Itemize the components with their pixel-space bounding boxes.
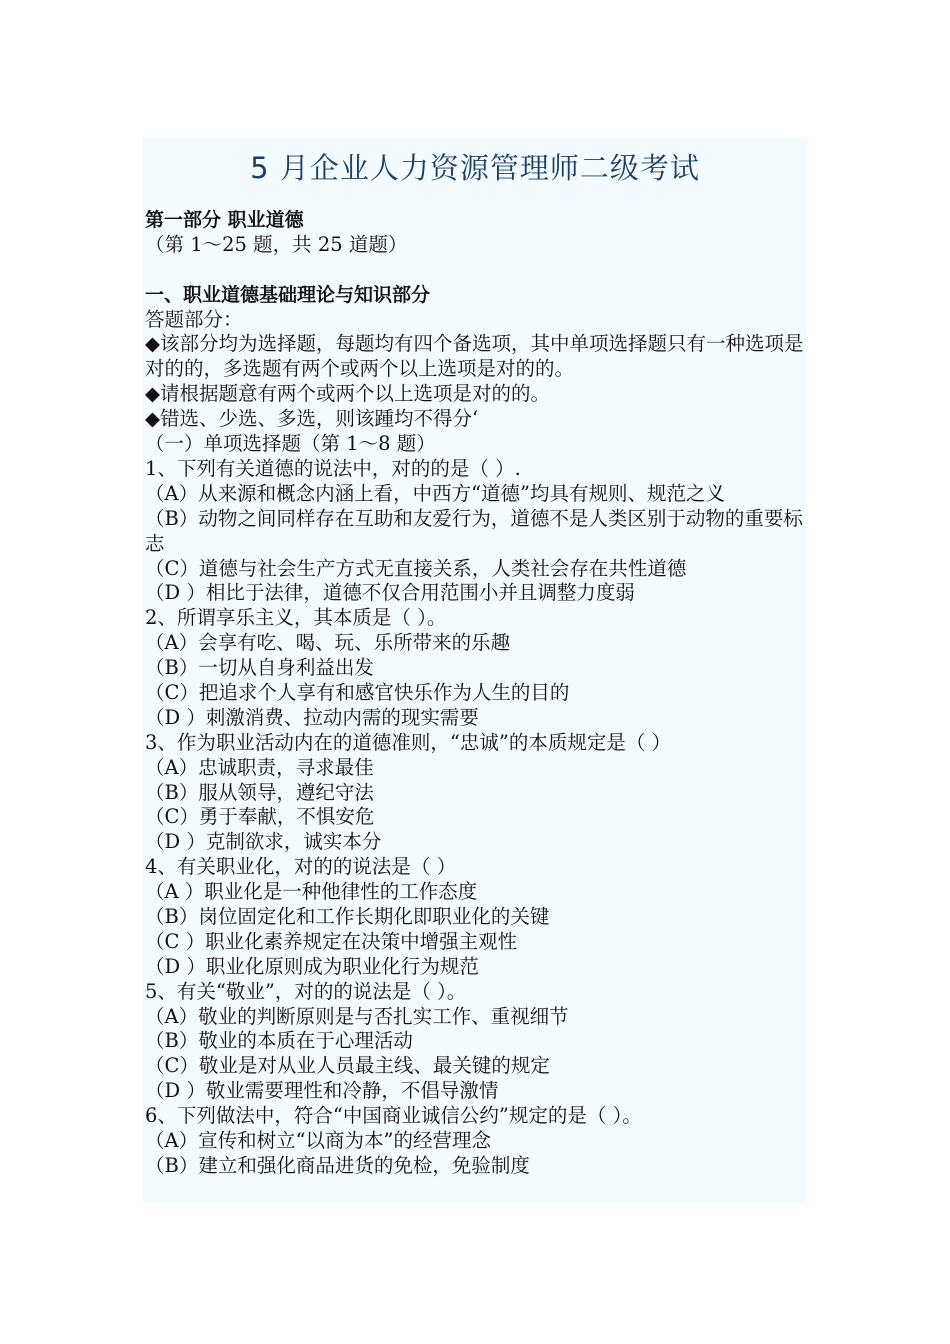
section-title: 一、职业道德基础理论与知识部分 — [145, 283, 431, 306]
question-stem: 3、作为职业活动内在的道德准则，“忠诚”的本质规定是（ ） — [145, 730, 672, 754]
question-option: （C）道德与社会生产方式无直接关系，人类社会存在共性道德 — [145, 556, 687, 580]
question-option: （C）敬业是对从业人员最主线、最关键的规定 — [145, 1054, 550, 1078]
answer-intro: 答题部分： — [145, 307, 243, 331]
question-block — [145, 731, 807, 855]
subsection-title: （一）单项选择题（第 1～8 题） — [145, 432, 436, 456]
question-option: （A）忠诚职责，寻求最佳 — [145, 755, 374, 779]
question-option: （B）敬业的本质在于心理活动 — [145, 1029, 413, 1053]
question-option: （D ）克制欲求，诚实本分 — [145, 830, 382, 854]
question-option: （C）把追求个人享有和感官快乐作为人生的目的 — [145, 681, 570, 704]
question-option: （B）一切从自身利益出发 — [145, 656, 374, 680]
question-block — [145, 980, 807, 1104]
question-option: （A）会享有吃、喝、玩、乐所带来的乐趣 — [145, 631, 511, 655]
rule-item: ◆该部分均为选择题，每题均有四个备选项，其中单项选择题只有一种选项是对的的，多选题有两个或两个以上选项是对的的。 — [145, 332, 804, 381]
question-stem: 1、下列有关道德的说法中，对的的是（ ）. — [145, 456, 521, 480]
question-block — [145, 855, 807, 979]
question-option: （A ）职业化是一种他律性的工作态度 — [145, 880, 478, 904]
question-stem: 6、下列做法中，符合“中国商业诚信公约”规定的是（ ）。 — [145, 1104, 642, 1128]
question-option: （B）岗位固定化和工作长期化即职业化的关键 — [145, 905, 550, 929]
question-option: （D ）敬业需要理性和冷静，不倡导激情 — [145, 1079, 499, 1103]
question-option: （B）建立和强化商品进货的免检，免验制度 — [145, 1153, 530, 1177]
question-block — [145, 457, 807, 606]
question-option: （A）宣传和树立“以商为本”的经营理念 — [145, 1129, 492, 1153]
question-option: （B）动物之间同样存在互助和友爱行为，道德不是人类区别于动物的重要标志 — [145, 506, 803, 555]
question-stem: 5、有关“敬业”，对的的说法是（ ）。 — [145, 979, 467, 1003]
question-stem: 2、所谓享乐主义，其本质是（ ）。 — [145, 606, 447, 630]
question-option: （D ）职业化原则成为职业化行为规范 — [145, 954, 479, 978]
question-option: （D ）刺激消费、拉动内需的现实需要 — [145, 705, 479, 729]
rule-item: ◆错选、少选、多选，则该踵均不得分‘ — [145, 407, 479, 431]
question-option: （A）从来源和概念内涵上看，中西方“道德”均具有规则、规范之义 — [145, 481, 726, 505]
question-option: （D ）相比于法律，道德不仅合用范围小并且调整力度弱 — [145, 581, 635, 605]
spacer — [145, 258, 807, 283]
rule-item: ◆请根据题意有两个或两个以上选项是对的的。 — [145, 382, 550, 406]
document-body — [145, 208, 807, 1179]
question-option: （C）勇于奉献，不惧安危 — [145, 805, 375, 829]
question-option: （C ）职业化素养规定在决策中增强主观性 — [145, 929, 518, 953]
document-panel — [143, 138, 807, 1203]
question-stem: 4、有关职业化，对的的说法是（ ） — [145, 855, 457, 879]
part-range: （第 1～25 题，共 25 道题） — [145, 232, 408, 256]
question-option: （B）服从领导，遵纪守法 — [145, 780, 374, 804]
question-block — [145, 606, 807, 730]
question-option: （A）敬业的判断原则是与否扎实工作、重视细节 — [145, 1004, 569, 1028]
document-title: 5 月企业人力资源管理师二级考试 — [250, 151, 700, 185]
question-block — [145, 1104, 807, 1179]
part-title: 第一部分 职业道德 — [145, 209, 304, 231]
